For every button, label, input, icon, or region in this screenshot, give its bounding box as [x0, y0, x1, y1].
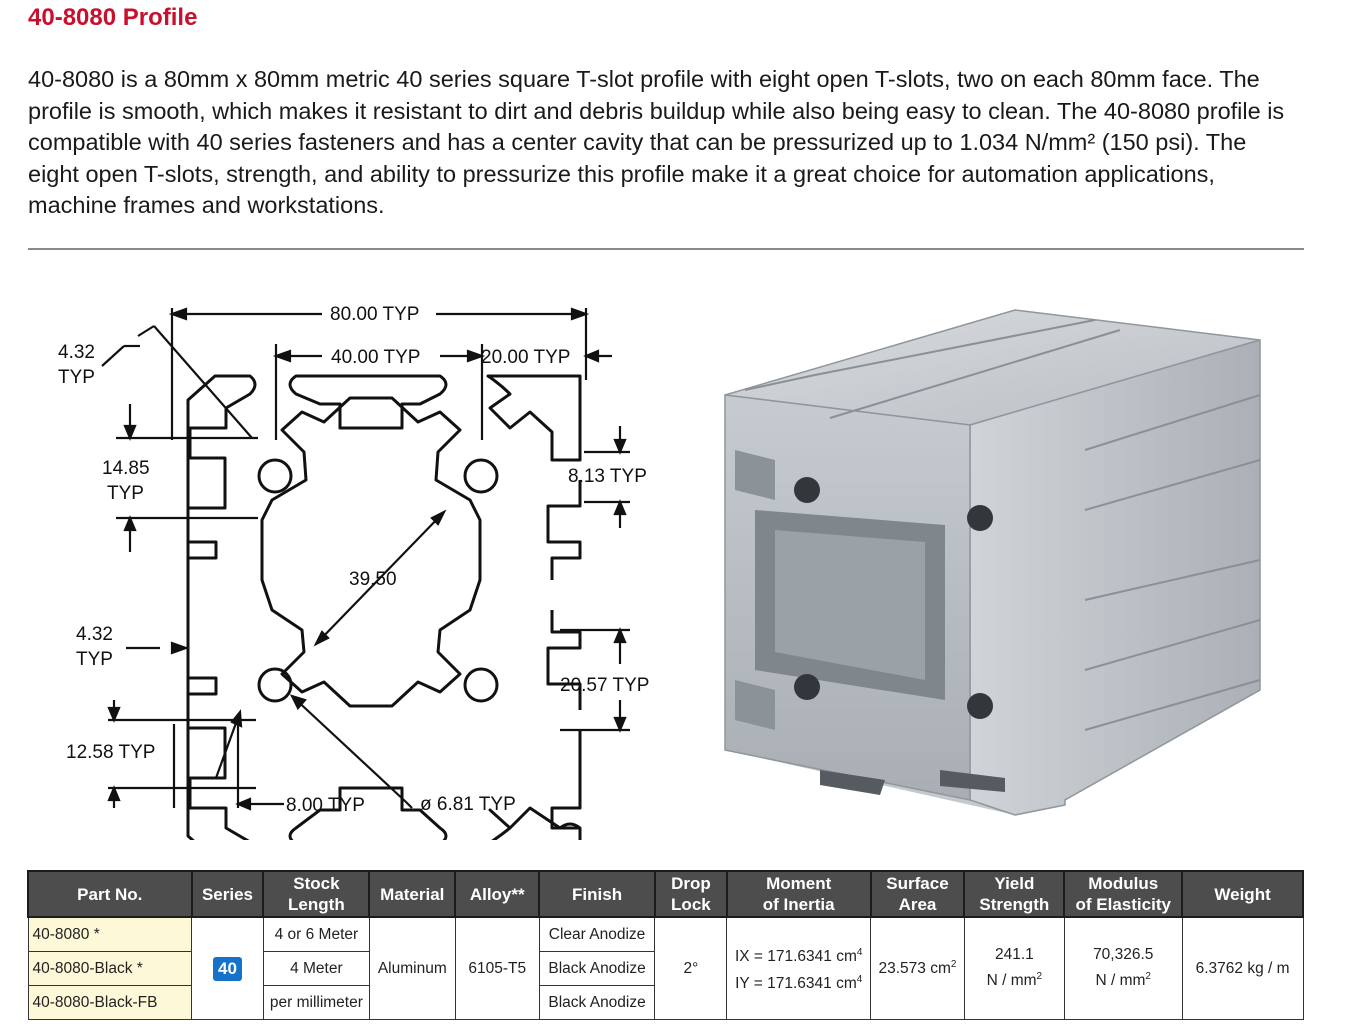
modulus-exponent: 2 [1145, 971, 1151, 983]
label-20-57-typ: 20.57 TYP [560, 675, 650, 696]
moment-of-inertia-cell [727, 917, 871, 1020]
header-stock-line1: Stock [293, 874, 340, 893]
label-hole-diameter: ø 6.81 TYP [420, 794, 516, 815]
header-modulus-line1: Modulus [1088, 874, 1159, 893]
header-moment-line1: Moment [766, 874, 832, 893]
profile-3d-render [715, 300, 1275, 820]
label-14-85-typ: TYP [107, 483, 144, 504]
iy-value: IY = 171.6341 cm [735, 974, 857, 992]
label-80-typ: 80.00 TYP [330, 304, 420, 325]
material-cell: Aluminum [369, 917, 455, 1020]
part-number-cell[interactable]: 40-8080-Black * [28, 952, 192, 986]
header-yield [964, 871, 1064, 917]
part-number-cell[interactable]: 40-8080-Black-FB [28, 986, 192, 1020]
iy-exponent: 4 [856, 973, 863, 985]
yield-value: 241.1 [994, 946, 1034, 964]
header-yield-line2: Strength [979, 895, 1050, 914]
label-8-13-typ: 8.13 TYP [568, 466, 647, 487]
header-drop-line1: Drop [671, 874, 711, 893]
header-surface-line2: Area [898, 895, 937, 914]
header-weight: Weight [1182, 871, 1303, 917]
label-39-50: 39.50 [349, 569, 397, 590]
corner-hole-tr [465, 460, 497, 492]
series-badge[interactable]: 40 [213, 957, 242, 981]
weight-cell: 6.3762 kg / m [1182, 917, 1303, 1020]
header-moment [727, 871, 871, 917]
surface-value: 23.573 cm [878, 960, 951, 978]
center-cavity [262, 398, 480, 706]
finish-cell: Clear Anodize [539, 917, 655, 952]
alloy-cell: 6105-T5 [455, 917, 539, 1020]
stock-length-cell: 4 or 6 Meter [263, 917, 369, 952]
finish-cell: Black Anodize [539, 986, 655, 1020]
corner-hole-bl [259, 669, 291, 701]
label-40-typ: 40.00 TYP [331, 347, 421, 368]
header-modulus [1064, 871, 1182, 917]
label-4-32-a-typ: TYP [58, 367, 95, 388]
modulus-value: 70,326.5 [1093, 946, 1154, 964]
finish-cell: Black Anodize [539, 952, 655, 986]
yield-exponent: 2 [1036, 971, 1043, 983]
header-stock-line2: Length [288, 895, 345, 914]
header-drop-lock [655, 871, 727, 917]
header-stock-length [263, 871, 369, 917]
label-4-32-a: 4.32 [58, 342, 95, 363]
series-cell [192, 917, 264, 1020]
header-modulus-line2: of Elasticity [1075, 895, 1171, 914]
label-8-00-typ: 8.00 TYP [286, 795, 365, 816]
header-series: Series [192, 871, 264, 917]
label-14-85: 14.85 [102, 458, 150, 479]
label-12-58-typ: 12.58 TYP [66, 742, 156, 763]
header-alloy: Alloy** [455, 871, 539, 917]
spec-table-header [28, 871, 1303, 917]
surface-area-cell [871, 917, 965, 1020]
profile-description: 40-8080 is a 80mm x 80mm metric 40 series square T-slot profile with eight open T-slots, two on each 80mm face. The profile is smooth, which makes it resistant to dirt and debris buildup while also being easy to clean. The 40-8080 profile is compatible with 40 series fasteners and has a center cavity that can be pressurized up to 1.034 N/mm² (150 psi). The eight open T-slots, strength, and ability to pressurize this profile make it a great choice for automation applications, machine frames and workstations. [28, 66, 1285, 218]
ix-value: IX = 171.6341 cm [734, 948, 857, 966]
part-number-cell[interactable]: 40-8080 * [28, 917, 192, 952]
drop-lock-cell: 2° [655, 917, 727, 1020]
header-part-no: Part No. [28, 871, 192, 917]
label-4-32-b: 4.32 [76, 624, 113, 645]
modulus-unit: N / mm [1095, 972, 1146, 990]
yield-strength-cell [964, 917, 1064, 1020]
ix-exponent: 4 [856, 947, 863, 959]
modulus-cell [1064, 917, 1182, 1020]
table-row [28, 917, 1303, 952]
header-drop-line2: Lock [671, 895, 711, 914]
header-yield-line1: Yield [994, 874, 1035, 893]
header-material: Material [369, 871, 455, 917]
stock-length-cell: 4 Meter [263, 952, 369, 986]
corner-hole-tl [259, 460, 291, 492]
header-surface [871, 871, 965, 917]
yield-unit: N / mm [986, 972, 1037, 990]
corner-hole-br [465, 669, 497, 701]
header-finish: Finish [539, 871, 655, 917]
surface-exponent: 2 [950, 958, 957, 970]
label-4-32-b-typ: TYP [76, 649, 113, 670]
header-moment-line2: of Inertia [762, 895, 835, 914]
spec-table [27, 870, 1304, 1020]
header-surface-line1: Surface [886, 874, 949, 893]
stock-length-cell: per millimeter [263, 986, 369, 1020]
profile-outline [188, 376, 255, 840]
page-title: 40-8080 Profile [28, 4, 198, 31]
label-20-typ: 20.00 TYP [481, 347, 571, 368]
section-divider [28, 248, 1304, 250]
profile-dimension-drawing [40, 280, 680, 840]
